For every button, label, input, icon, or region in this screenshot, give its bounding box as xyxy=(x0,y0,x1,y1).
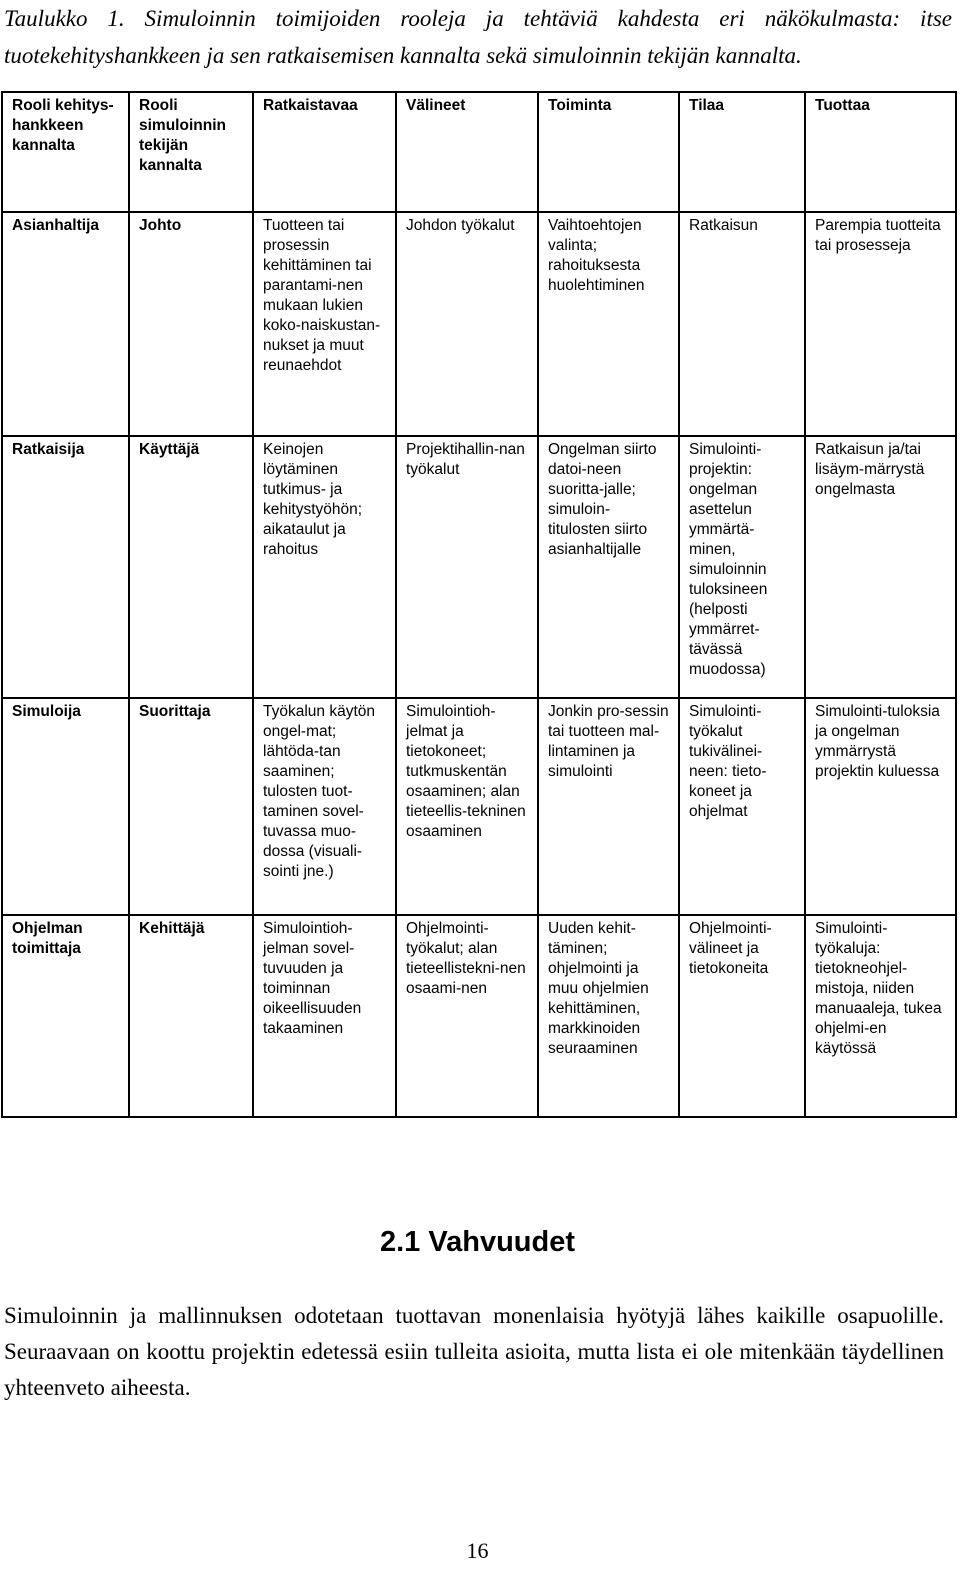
table-row xyxy=(2,915,956,1117)
table-cell: Parempia tuotteita tai prosesseja xyxy=(805,212,956,436)
table-caption: Taulukko 1. Simuloinnin toimijoiden rooleja ja tehtäviä kahdesta eri näkökulmasta: itse tuotekehityshankkeen ja sen ratkaisemisen kannalta sekä simuloinnin tekijän kannalta. xyxy=(4,6,952,68)
table-cell: Tuotteen tai prosessin kehittäminen tai parantami-nen mukaan lukien koko-naiskustan-nukset ja muut reunaehdot xyxy=(253,212,396,436)
header-role-project: Rooli kehitys-hankkeen kannalta xyxy=(2,92,129,212)
roles-table xyxy=(1,91,957,1118)
table-header-row xyxy=(2,92,956,212)
table-cell: Simuloija xyxy=(2,698,129,915)
table-cell: Vaihtoehtojen valinta; rahoituksesta huolehtiminen xyxy=(538,212,679,436)
table-cell: Käyttäjä xyxy=(129,436,253,698)
table-cell: Simulointi-työkalut tukivälinei-neen: tieto-koneet ja ohjelmat xyxy=(679,698,805,915)
section-heading xyxy=(0,1222,955,1262)
table-cell: Ongelman siirto datoi-neen suoritta-jalle; simuloin-titulosten siirto asianhaltijalle xyxy=(538,436,679,698)
table-cell: Johdon työkalut xyxy=(396,212,538,436)
table-cell: Ohjelmointi-välineet ja tietokoneita xyxy=(679,915,805,1117)
table-cell: Suorittaja xyxy=(129,698,253,915)
table-cell: Ratkaisun xyxy=(679,212,805,436)
table-row xyxy=(2,212,956,436)
section-number: 2.1 xyxy=(379,1226,421,1258)
page-number: 16 xyxy=(466,1538,489,1563)
header-to-solve: Ratkaistavaa xyxy=(253,92,396,212)
header-activity: Toiminta xyxy=(538,92,679,212)
table-cell: Ohjelman toimittaja xyxy=(2,915,129,1117)
table-cell: Keinojen löytäminen tutkimus- ja kehitystyöhön; aikataulut ja rahoitus xyxy=(253,436,396,698)
table-cell: Uuden kehit-täminen; ohjelmointi ja muu ohjelmien kehittäminen, markkinoiden seuraaminen xyxy=(538,915,679,1117)
header-produces: Tuottaa xyxy=(805,92,956,212)
table-cell: Simulointioh-jelman sovel-tuvuuden ja toiminnan oikeellisuuden takaaminen xyxy=(253,915,396,1117)
table-cell: Jonkin pro-sessin tai tuotteen mal-lintaminen ja simulointi xyxy=(538,698,679,915)
header-tools: Välineet xyxy=(396,92,538,212)
table-cell: Simulointioh-jelmat ja tietokoneet; tutkmuskentän osaaminen; alan tieteellis-tekninen osaaminen xyxy=(396,698,538,915)
table-cell: Projektihallin-nan työkalut xyxy=(396,436,538,698)
table-cell: Asianhaltija xyxy=(2,212,129,436)
header-role-simulation: Rooli simuloinnin tekijän kannalta xyxy=(129,92,253,212)
table-row xyxy=(2,436,956,698)
table-row xyxy=(2,698,956,915)
section-title: Vahvuudet xyxy=(428,1226,576,1258)
table-cell: Simulointi-tuloksia ja ongelman ymmärrystä projektin kuluessa xyxy=(805,698,956,915)
table-cell: Simulointi-työkaluja: tietokneohjel-mistoja, niiden manuaaleja, tukea ohjelmi-en käytössä xyxy=(805,915,956,1117)
table-cell: Ratkaisun ja/tai lisäym-märrystä ongelmasta xyxy=(805,436,956,698)
table-cell: Ratkaisija xyxy=(2,436,129,698)
table-cell: Simulointi-projektin: ongelman asettelun ymmärtä-minen, simuloinnin tuloksineen (helposti ymmärret-tävässä muodossa) xyxy=(679,436,805,698)
table-cell: Ohjelmointi-työkalut; alan tieteellistekni-nen osaami-nen xyxy=(396,915,538,1117)
table-cell: Työkalun käytön ongel-mat; lähtöda-tan saaminen; tulosten tuot-taminen sovel-tuvassa muo-dossa (visuali-sointi jne.) xyxy=(253,698,396,915)
table-cell: Kehittäjä xyxy=(129,915,253,1117)
header-orders: Tilaa xyxy=(679,92,805,212)
table-cell: Johto xyxy=(129,212,253,436)
body-paragraph: Simuloinnin ja mallinnuksen odotetaan tuottavan monenlaisia hyötyjä lähes kaikille osapuolille. Seuraavaan on koottu projektin edetessä esiin tulleita asioita, mutta lista ei ole mitenkään täydellinen yhteenveto aiheesta. xyxy=(4,1303,944,1400)
